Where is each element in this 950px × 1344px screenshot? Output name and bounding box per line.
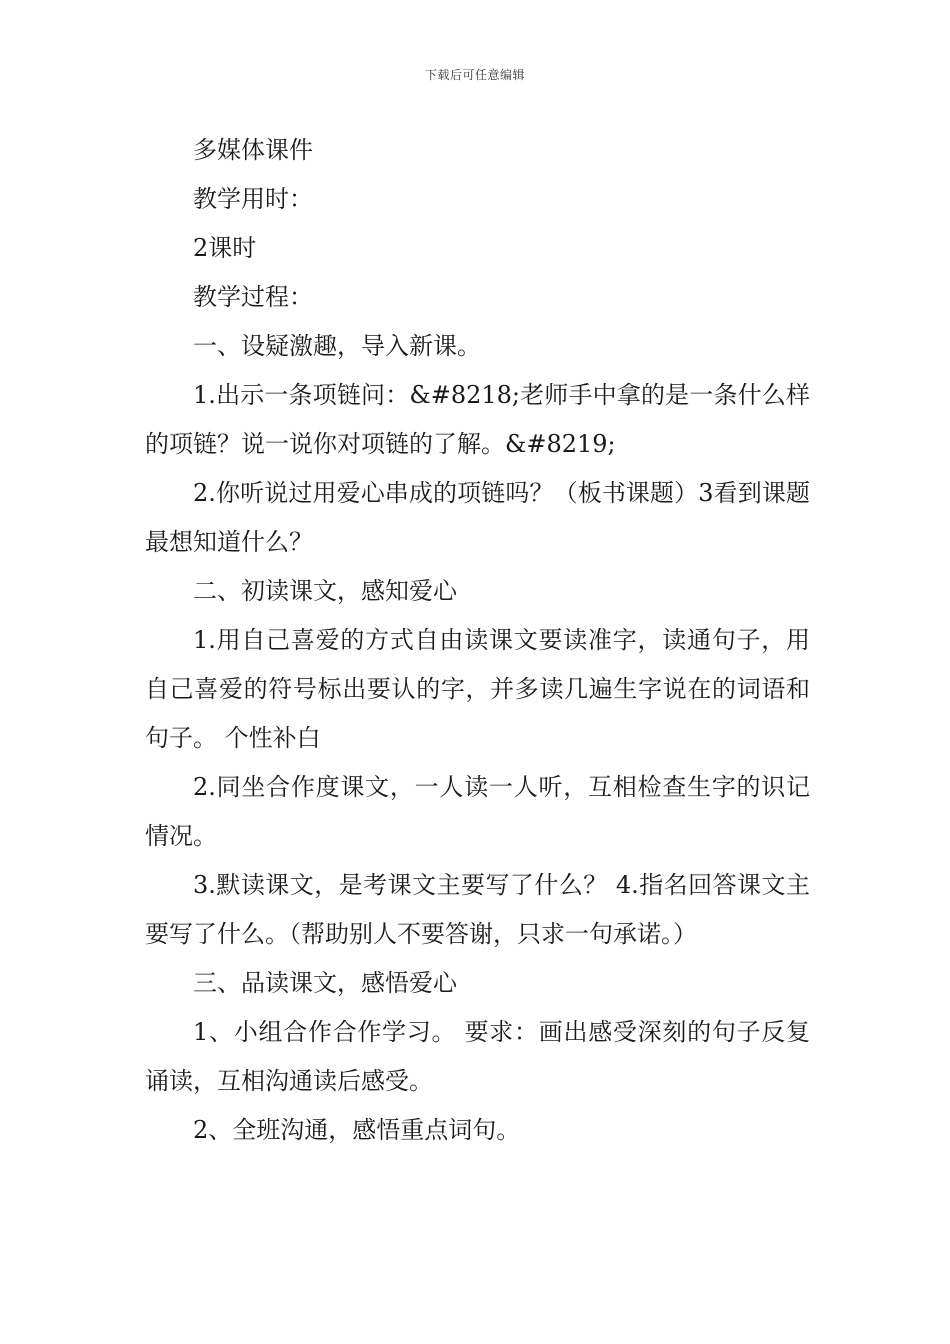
paragraph-process-label: 教学过程： <box>193 283 313 311</box>
paragraph-step-2-1: 1.用自己喜爱的方式自由读课文要读准字，读通句子，用自己喜爱的符号标出要认的字，并多读几遍生字说在的词语和句子。 个性补白 <box>145 626 810 752</box>
paragraph-step-1-2: 2.你听说过用爱心串成的项链吗？（板书课题）3看到课题最想知道什么？ <box>145 479 810 556</box>
paragraph-step-2-3: 3.默读课文，是考课文主要写了什么？ 4.指名回答课文主要写了什么。（帮助别人不要答谢，只求一句承诺。） <box>145 871 810 948</box>
paragraph-materials: 多媒体课件 <box>193 136 313 164</box>
paragraph-step-3-1: 1、小组合作合作学习。 要求：画出感受深刻的句子反复诵读，互相沟通读后感受。 <box>145 1018 810 1095</box>
paragraph-time-value: 2课时 <box>193 234 257 262</box>
section-heading-2: 二、初读课文，感知爱心 <box>193 577 457 605</box>
section-heading-1: 一、设疑激趣，导入新课。 <box>193 332 481 360</box>
page-header: 下载后可任意编辑 <box>424 68 525 82</box>
paragraph-step-1-1: 1.出示一条项链问：&#8218;老师手中拿的是一条什么样的项链？说一说你对项链的了解。&#8219; <box>145 381 810 458</box>
paragraph-step-3-2: 2、全班沟通，感悟重点词句。 <box>193 1116 521 1144</box>
paragraph-step-2-2: 2.同坐合作度课文，一人读一人听，互相检查生字的识记情况。 <box>145 773 810 850</box>
document-body <box>145 126 810 1155</box>
paragraph-time-label: 教学用时： <box>193 185 313 213</box>
section-heading-3: 三、品读课文，感悟爱心 <box>193 969 457 997</box>
